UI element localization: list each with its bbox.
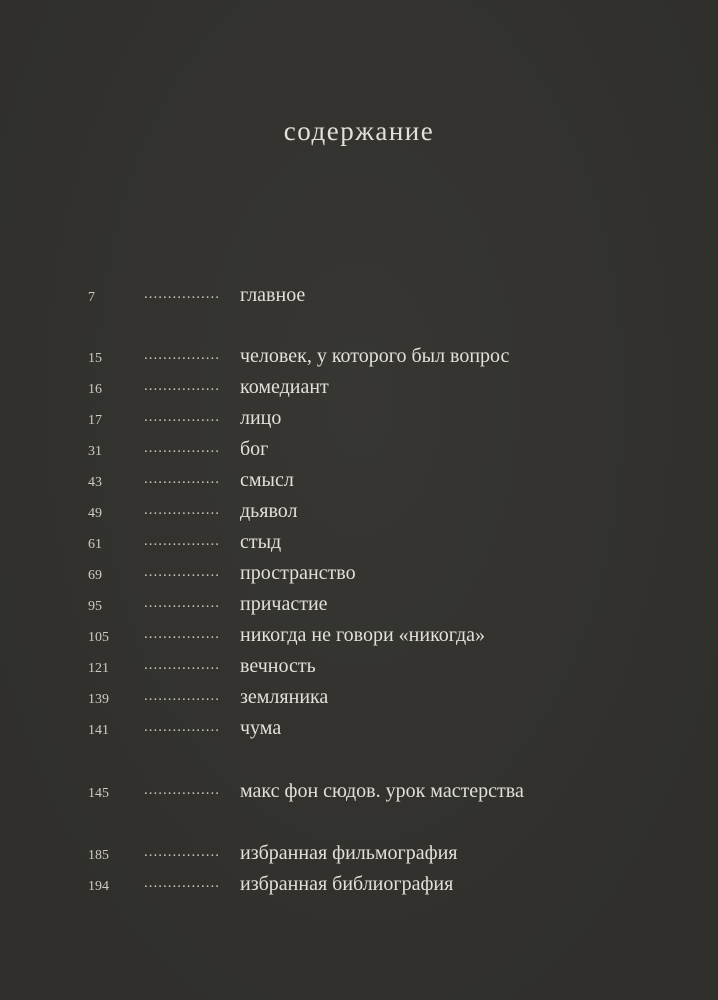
dot-leader: ................: [144, 657, 220, 673]
page-number: 145: [88, 786, 109, 801]
dot-leader: ................: [144, 595, 220, 611]
chapter-title: бог: [240, 438, 269, 460]
page-number: 17: [88, 413, 102, 428]
dot-leader: ................: [144, 782, 220, 798]
page-number: 49: [88, 506, 102, 521]
page-number: 31: [88, 444, 102, 459]
dot-leader: ................: [144, 844, 220, 860]
toc-entry-zemlyanika[interactable]: [0, 686, 718, 712]
chapter-title: комедиант: [240, 376, 329, 398]
chapter-title: причастие: [240, 593, 328, 615]
chapter-title: дьявол: [240, 500, 298, 522]
toc-entry-dyavol[interactable]: [0, 500, 718, 526]
page-number: 16: [88, 382, 102, 397]
page-number: 105: [88, 630, 109, 645]
dot-leader: ................: [144, 471, 220, 487]
toc-entry-chelovek[interactable]: [0, 345, 718, 371]
dot-leader: ................: [144, 875, 220, 891]
dot-leader: ................: [144, 378, 220, 394]
dot-leader: ................: [144, 688, 220, 704]
page-number: 139: [88, 692, 109, 707]
dot-leader: ................: [144, 502, 220, 518]
chapter-title: избранная библиография: [240, 873, 454, 895]
toc-entry-prichastie[interactable]: [0, 593, 718, 619]
toc-entry-maks-fon-syudov[interactable]: [0, 780, 718, 806]
page-title: содержание: [283, 116, 435, 146]
chapter-title: стыд: [240, 531, 282, 553]
chapter-title: земляника: [240, 686, 329, 708]
toc-entry-filmografiya[interactable]: [0, 842, 718, 868]
dot-leader: ................: [144, 564, 220, 580]
chapter-title: человек, у которого был вопрос: [240, 345, 510, 367]
chapter-title: никогда не говори «никогда»: [240, 624, 486, 646]
page-number: 185: [88, 848, 109, 863]
chapter-title: вечность: [240, 655, 316, 677]
dot-leader: ................: [144, 440, 220, 456]
dot-leader: ................: [144, 719, 220, 735]
toc-entry-vechnost[interactable]: [0, 655, 718, 681]
chapter-title: макс фон сюдов. урок мастерства: [240, 780, 524, 802]
toc-entry-smysl[interactable]: [0, 469, 718, 495]
dot-leader: ................: [144, 409, 220, 425]
toc-entry-glavnoe[interactable]: [0, 284, 718, 310]
toc-entry-komediant[interactable]: [0, 376, 718, 402]
toc-entry-styd[interactable]: [0, 531, 718, 557]
toc-entry-chuma[interactable]: [0, 717, 718, 743]
page-number: 95: [88, 599, 102, 614]
toc-entry-prostranstvo[interactable]: [0, 562, 718, 588]
toc-entry-bog[interactable]: [0, 438, 718, 464]
page-number: 61: [88, 537, 102, 552]
page-number: 121: [88, 661, 109, 676]
page-number: 43: [88, 475, 102, 490]
dot-leader: ................: [144, 347, 220, 363]
page-number: 194: [88, 879, 109, 894]
page-number: 15: [88, 351, 102, 366]
toc-entry-bibliografiya[interactable]: [0, 873, 718, 899]
toc-entry-nikogda[interactable]: [0, 624, 718, 650]
chapter-title: чума: [240, 717, 282, 739]
chapter-title: пространство: [240, 562, 356, 584]
page-number: 7: [88, 290, 95, 305]
chapter-title: лицо: [240, 407, 282, 429]
chapter-title: главное: [240, 284, 306, 306]
dot-leader: ................: [144, 533, 220, 549]
dot-leader: ................: [144, 626, 220, 642]
dot-leader: ................: [144, 286, 220, 302]
page-number: 141: [88, 723, 109, 738]
chapter-title: избранная фильмография: [240, 842, 458, 864]
toc-entry-litso[interactable]: [0, 407, 718, 433]
page-number: 69: [88, 568, 102, 583]
chapter-title: смысл: [240, 469, 294, 491]
